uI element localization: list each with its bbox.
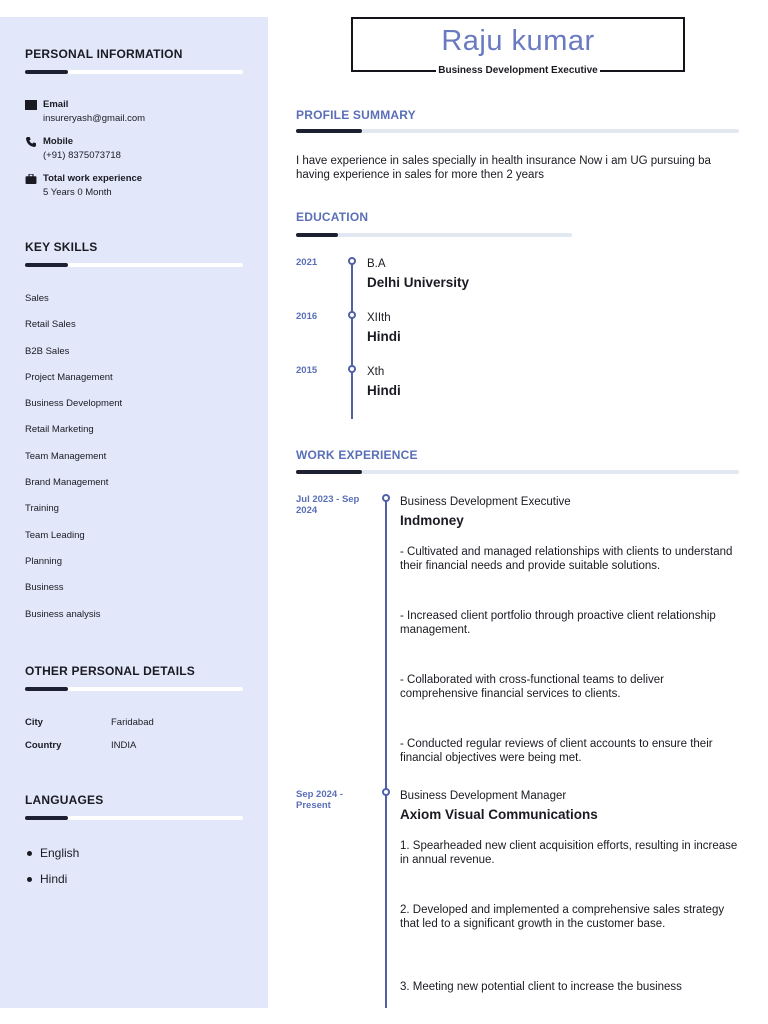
detail-key: Country: [25, 740, 62, 751]
section-underline: [296, 233, 572, 237]
phone-icon: [25, 137, 37, 147]
timeline-dot: [382, 494, 390, 502]
education-heading: EDUCATION: [296, 210, 369, 224]
candidate-role: Business Development Executive: [438, 65, 598, 76]
email-value[interactable]: insureryash@gmail.com: [43, 113, 146, 124]
timeline-dot: [348, 365, 356, 373]
skill-item: Team Leading: [25, 529, 85, 541]
section-underline: [25, 816, 243, 820]
job-bullet: - Collaborated with cross-functional teams to deliver comprehensive financial services to clients.: [400, 674, 664, 700]
details-table: [25, 717, 245, 763]
timeline-dot: [348, 311, 356, 319]
education-degree: XIIth: [367, 312, 391, 324]
section-underline: [25, 70, 243, 74]
key-skills-heading: KEY SKILLS: [25, 240, 98, 254]
job-bullet: 1. Spearheaded new client acquisition efforts, resulting in increase in annual revenue.: [400, 840, 738, 866]
job-company: Axiom Visual Communications: [400, 807, 598, 822]
languages-list: [25, 846, 79, 898]
personal-info-section: [25, 47, 243, 74]
other-details-heading: OTHER PERSONAL DETAILS: [25, 664, 195, 678]
section-underline: [296, 470, 739, 474]
skill-item: Sales: [25, 293, 49, 304]
job-bullet: 2. Developed and implemented a comprehensive sales strategy that led to a significant growth in the customer base.: [400, 904, 725, 930]
education-institute: Hindi: [367, 329, 401, 344]
skill-item: Planning: [25, 555, 62, 567]
education-timeline: [351, 263, 353, 419]
education-year: 2021: [296, 257, 318, 268]
job-bullet: - Increased client portfolio through proactive client relationship management.: [400, 610, 716, 636]
job-bullet: 3. Meeting new potential client to increase the business: [400, 981, 682, 993]
education-degree: Xth: [367, 366, 385, 378]
skill-item: Project Management: [25, 371, 113, 383]
detail-key: City: [25, 717, 43, 728]
education-year: 2016: [296, 311, 318, 322]
skill-item: Brand Management: [25, 477, 109, 489]
job-bullet: - Cultivated and managed relationships with clients to understand their financial needs and provide suitable solutions.: [400, 546, 733, 572]
education-degree: B.A: [367, 258, 386, 270]
work-timeline: [385, 500, 387, 1008]
job-dates: Jul 2023 - Sep 2024: [296, 494, 360, 516]
contact-label: Mobile: [43, 136, 74, 147]
languages-section: [25, 793, 243, 820]
detail-value: Faridabad: [111, 717, 154, 728]
briefcase-icon: [25, 174, 37, 184]
education-institute: Delhi University: [367, 275, 470, 290]
mobile-value[interactable]: (+91) 8375073718: [43, 150, 121, 161]
timeline-dot: [382, 788, 390, 796]
contact-label: Total work experience: [43, 173, 143, 184]
skill-item: Training: [25, 503, 59, 515]
languages-heading: LANGUAGES: [25, 793, 104, 807]
skill-item: B2B Sales: [25, 345, 70, 357]
job-dates: Sep 2024 - Present: [296, 789, 343, 811]
skill-item: Retail Sales: [25, 319, 76, 331]
skill-item: Team Management: [25, 450, 107, 462]
language-item: English: [25, 846, 79, 872]
mail-icon: [25, 100, 37, 110]
candidate-name: Raju kumar: [441, 25, 595, 57]
skill-item: Retail Marketing: [25, 424, 94, 436]
skill-item: Business analysis: [25, 608, 101, 620]
experience-value: 5 Years 0 Month: [43, 187, 112, 198]
job-company: Indmoney: [400, 513, 464, 528]
profile-summary-text: I have experience in sales specially in health insurance Now i am UG pursuing ba having experience in sales for more then 2 years: [296, 155, 711, 181]
section-underline: [25, 687, 243, 691]
timeline-dot: [348, 257, 356, 265]
key-skills-section: [25, 240, 243, 267]
job-bullet: - Conducted regular reviews of client accounts to ensure their financial objectives were being met.: [400, 738, 713, 764]
detail-row: [25, 740, 245, 763]
skill-item: Business Development: [25, 398, 123, 410]
skill-item: Business: [25, 582, 64, 594]
contact-label: Email: [43, 99, 69, 110]
language-item: Hindi: [25, 872, 79, 898]
skills-list: [25, 293, 122, 635]
work-experience-heading: WORK EXPERIENCE: [296, 448, 418, 462]
section-underline: [25, 263, 243, 267]
other-details-section: [25, 664, 243, 691]
detail-value: INDIA: [111, 740, 137, 751]
personal-info-heading: PERSONAL INFORMATION: [25, 47, 183, 61]
job-title: Business Development Executive: [400, 496, 571, 508]
profile-summary-heading: PROFILE SUMMARY: [296, 108, 416, 122]
education-year: 2015: [296, 365, 318, 376]
section-underline: [296, 129, 739, 133]
job-title: Business Development Manager: [400, 790, 567, 802]
detail-row: [25, 717, 245, 740]
education-institute: Hindi: [367, 383, 401, 398]
